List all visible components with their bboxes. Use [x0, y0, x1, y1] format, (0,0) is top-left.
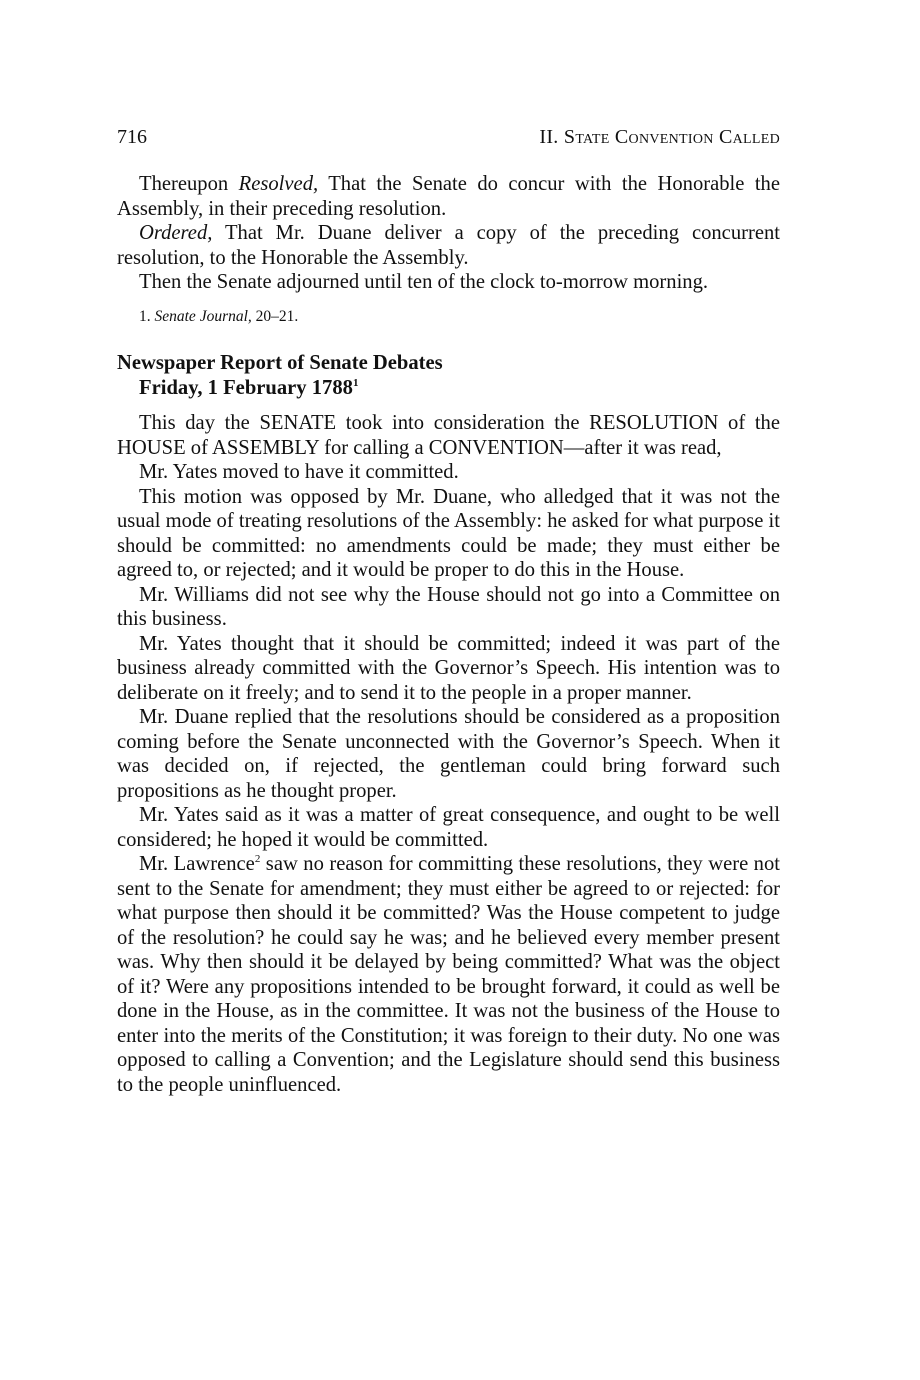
heading-date: Friday, 1 February 1788: [139, 377, 353, 399]
debate-paragraph: Mr. Yates thought that it should be committed; indeed it was part of the business already committed with the Governor’s Speech. His intention was to deliberate on it freely; and to send it to the people in a proper manner.: [117, 632, 780, 704]
adjourned-paragraph: Then the Senate adjourned until ten of the clock to-morrow morning.: [139, 271, 709, 293]
footnote-pages: 20–21.: [251, 308, 299, 325]
footnote: [139, 307, 298, 327]
debate-paragraph: Mr. Yates moved to have it committed.: [139, 461, 459, 483]
lawrence-paragraph: [117, 852, 780, 1097]
footnote-number: 1.: [139, 308, 155, 325]
debate-paragraph: This motion was opposed by Mr. Duane, who alledged that it was not the usual mode of treating resolutions of the Assembly: he asked for what purpose it should be committed: no amendments could be made; they must either be agreed to, or rejected; and it would be proper to do this in the House.: [117, 485, 780, 581]
resolved-paragraph: [117, 172, 780, 221]
heading-date-line: [117, 376, 443, 401]
ordered-italic: Ordered,: [139, 222, 213, 244]
section-title: II. State Convention Called: [539, 126, 780, 148]
resolved-text: That the Senate do concur with the Honorable the Assembly, in their preceding resolution.: [117, 173, 780, 220]
debate-paragraph: Mr. Yates said as it was a matter of great consequence, and ought to be well considered; he hoped it would be committed.: [117, 804, 780, 851]
resolved-italic: Resolved,: [238, 173, 319, 195]
debate-paragraph: This day the SENATE took into consideration the RESOLUTION of the HOUSE of ASSEMBLY for calling a CONVENTION—after it was read,: [117, 412, 780, 459]
section-heading: [117, 351, 443, 401]
lawrence-lead: Mr. Lawrence: [139, 853, 255, 875]
page-number: 716: [117, 126, 147, 148]
resolved-lead: Thereupon: [139, 173, 239, 195]
debate-paragraph: Mr. Duane replied that the resolutions should be considered as a proposition coming before the Senate unconnected with the Governor’s Speech. When it was decided on, if rejected, the gentleman could bring forward such propositions as he thought proper.: [117, 706, 780, 802]
heading-title: Newspaper Report of Senate Debates: [117, 352, 443, 374]
ordered-text: That Mr. Duane deliver a copy of the preceding concurrent resolution, to the Honorable the Assembly.: [117, 222, 780, 269]
running-head: [117, 124, 780, 150]
heading-note-mark: 1: [352, 377, 359, 390]
ordered-paragraph: [117, 221, 780, 270]
lawrence-text: saw no reason for committing these resolutions, they were not sent to the Senate for amendment; they must either be agreed to or rejected: for what purpose then should it be committed? Was the House competent to judge of the resolution? he could say he was; and he believed every member present was. Why then should it be delayed by being committed? What was the object of it? Were any propositions intended to be brought forward, it could as well be done in the House, as in the committee. It was not the business of the House to enter into the merits of the Constitution; it was foreign to their duty. No one was opposed to calling a Convention; and the Legislature should send this business to the people uninfluenced.: [117, 853, 780, 1096]
debate-report: [117, 411, 780, 1097]
lawrence-note-mark: 2: [254, 853, 261, 866]
debate-paragraph: Mr. Williams did not see why the House should not go into a Committee on this business.: [117, 583, 780, 630]
footnote-source: Senate Journal,: [154, 308, 252, 325]
senate-journal-excerpt: [117, 172, 780, 295]
